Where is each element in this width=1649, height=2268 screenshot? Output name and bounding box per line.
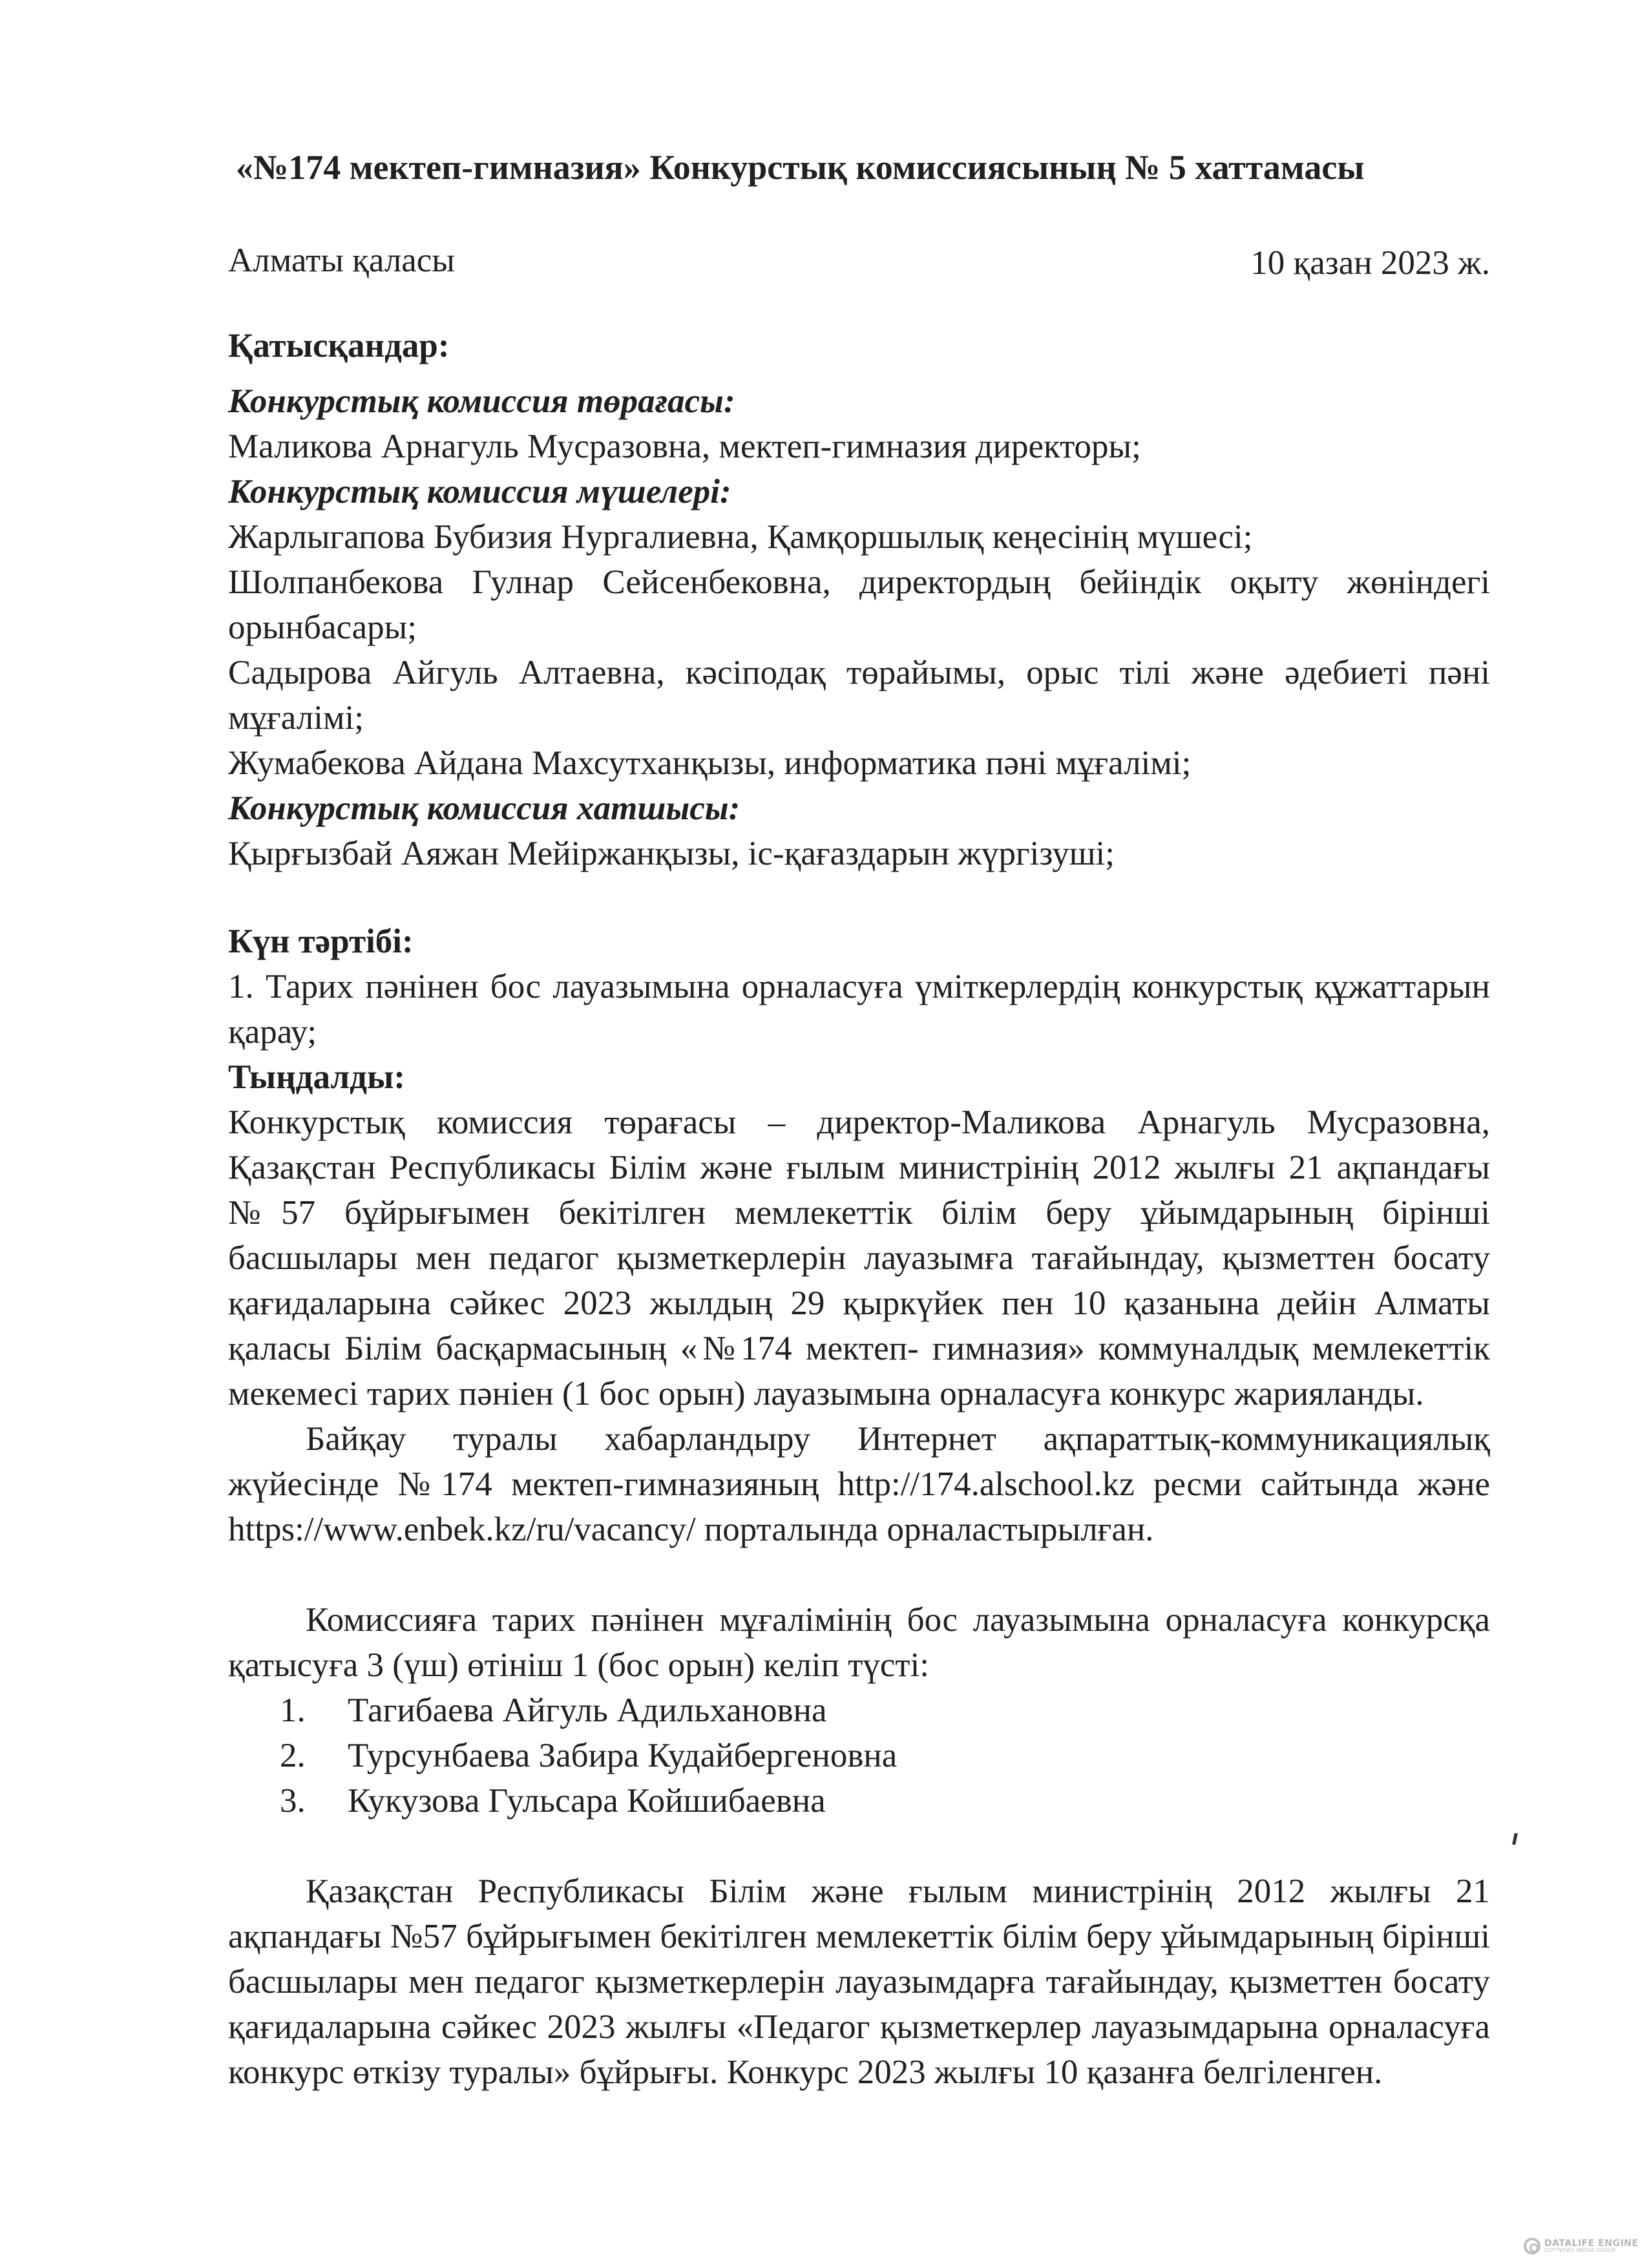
applicant-item	[228, 1778, 1490, 1823]
member-item: Садырова Айгуль Алтаевна, кәсіподақ төрайымы, орыс тілі және әдебиеті пәні мұғалімі;	[228, 654, 1490, 737]
watermark-line-1: DATALIFE ENGINE	[1544, 2238, 1639, 2249]
applicant-number: 3.	[280, 1782, 306, 1820]
document-body	[228, 323, 1490, 2095]
applicant-item	[228, 1688, 1490, 1733]
document-title: «№174 мектеп-гимназия» Конкурстық комиссиясының № 5 хаттамасы	[236, 148, 1365, 187]
agenda-item: 1. Тарих пәнінен бос лауазымына орналасуға үміткерлердің конкурстық құжаттарын қарау;	[228, 968, 1490, 1051]
heard-paragraph-3: Комиссияға тарих пәнінен мұғалімінің бос лауазымына орналасуға конкурсқа қатысуға 3 (үш) өтініш 1 (бос орын) келіп түсті:	[228, 1601, 1490, 1684]
watermark-line-2: SOFTNEWS MEDIA GROUP	[1544, 2247, 1616, 2253]
datalife-logo-icon	[1524, 2238, 1540, 2254]
participants-heading: Қатысқандар:	[228, 327, 450, 364]
scan-speck	[1512, 1833, 1518, 1845]
chair-name: Маликова Арнагуль Мусразовна, мектеп-гимназия директоры;	[228, 428, 1141, 465]
applicant-number: 2.	[280, 1737, 306, 1774]
applicant-name: Тагибаева Айгуль Адильхановна	[348, 1692, 827, 1729]
applicant-name: Кукузова Гульсара Койшибаевна	[348, 1782, 826, 1820]
heard-paragraph-1: Конкурстық комиссия төрағасы – директор-Маликова Арнагуль Мусразовна, Қазақстан Республикасы Білім және ғылым министрінің 2012 жылғы 21 ақпандағы №57 бұйрығымен бекітілген мемлекеттік білім беру ұйымдарының бірінші басшылары мен педагог қызметкерлерін лауазымға тағайындау, қызметтен босату қағидаларына сәйкес 2023 жылдың 29 қыркүйек пен 10 қазанына дейін Алматы қаласы Білім басқармасының «№174 мектеп- гимназия» коммуналдық мемлекеттік мекемесі тарих пәніен (1 бос орын) лауазымына орналасуға конкурс жарияланды.	[228, 1104, 1490, 1412]
document-date: 10 қазан 2023 ж.	[1250, 244, 1490, 282]
applicant-number: 1.	[280, 1692, 306, 1729]
heard-paragraph-2: Байқау туралы хабарландыру Интернет ақпараттық-коммуникациялық жүйесінде №174 мектеп-гимназияның http://174.alschool.kz ресми сайтында және https://www.enbek.kz/ru/vacancy/ порталында орналастырылған.	[228, 1420, 1490, 1548]
applicant-item	[228, 1733, 1490, 1778]
secretary-name: Қырғызбай Аяжан Мейіржанқызы, іс-қағаздарын жүргізуші;	[228, 835, 1115, 872]
agenda-heading: Күн тәртібі:	[228, 923, 414, 960]
member-item: Шолпанбекова Гулнар Сейсенбековна, директордың бейіндік оқыту жөніндегі орынбасары;	[228, 563, 1490, 646]
heard-paragraph-4: Қазақстан Республикасы Білім және ғылым министрінің 2012 жылғы 21 ақпандағы №57 бұйрығымен бекітілген мемлекеттік білім беру ұйымдарының бірінші басшылары мен педагог қызметкерлерін лауазымдарға тағайындау, қызметтен босату қағидаларына сәйкес 2023 жылғы «Педагог қызметкерлер лауазымдарына орналасуға конкурс өткізу туралы» бұйрығы. Конкурс 2023 жылғы 10 қазанға белгіленген.	[228, 1873, 1490, 2091]
members-label: Конкурстық комиссия мүшелері:	[228, 473, 731, 510]
secretary-label: Конкурстық комиссия хатшысы:	[228, 790, 740, 827]
applicants-list	[228, 1688, 1490, 1823]
watermark	[1524, 2238, 1639, 2254]
member-item: Жарлыгапова Бубизия Нургалиевна, Қамқоршылық кеңесінің мүшесі;	[228, 518, 1253, 556]
chair-label: Конкурстық комиссия төрағасы:	[228, 383, 735, 420]
heard-heading: Тыңдалды:	[228, 1058, 405, 1096]
member-item: Жумабекова Айдана Махсутханқызы, информатика пәні мұғалімі;	[228, 744, 1192, 782]
city: Алматы қаласы	[228, 242, 455, 279]
applicant-name: Турсунбаева Забира Кудайбергеновна	[348, 1737, 898, 1774]
